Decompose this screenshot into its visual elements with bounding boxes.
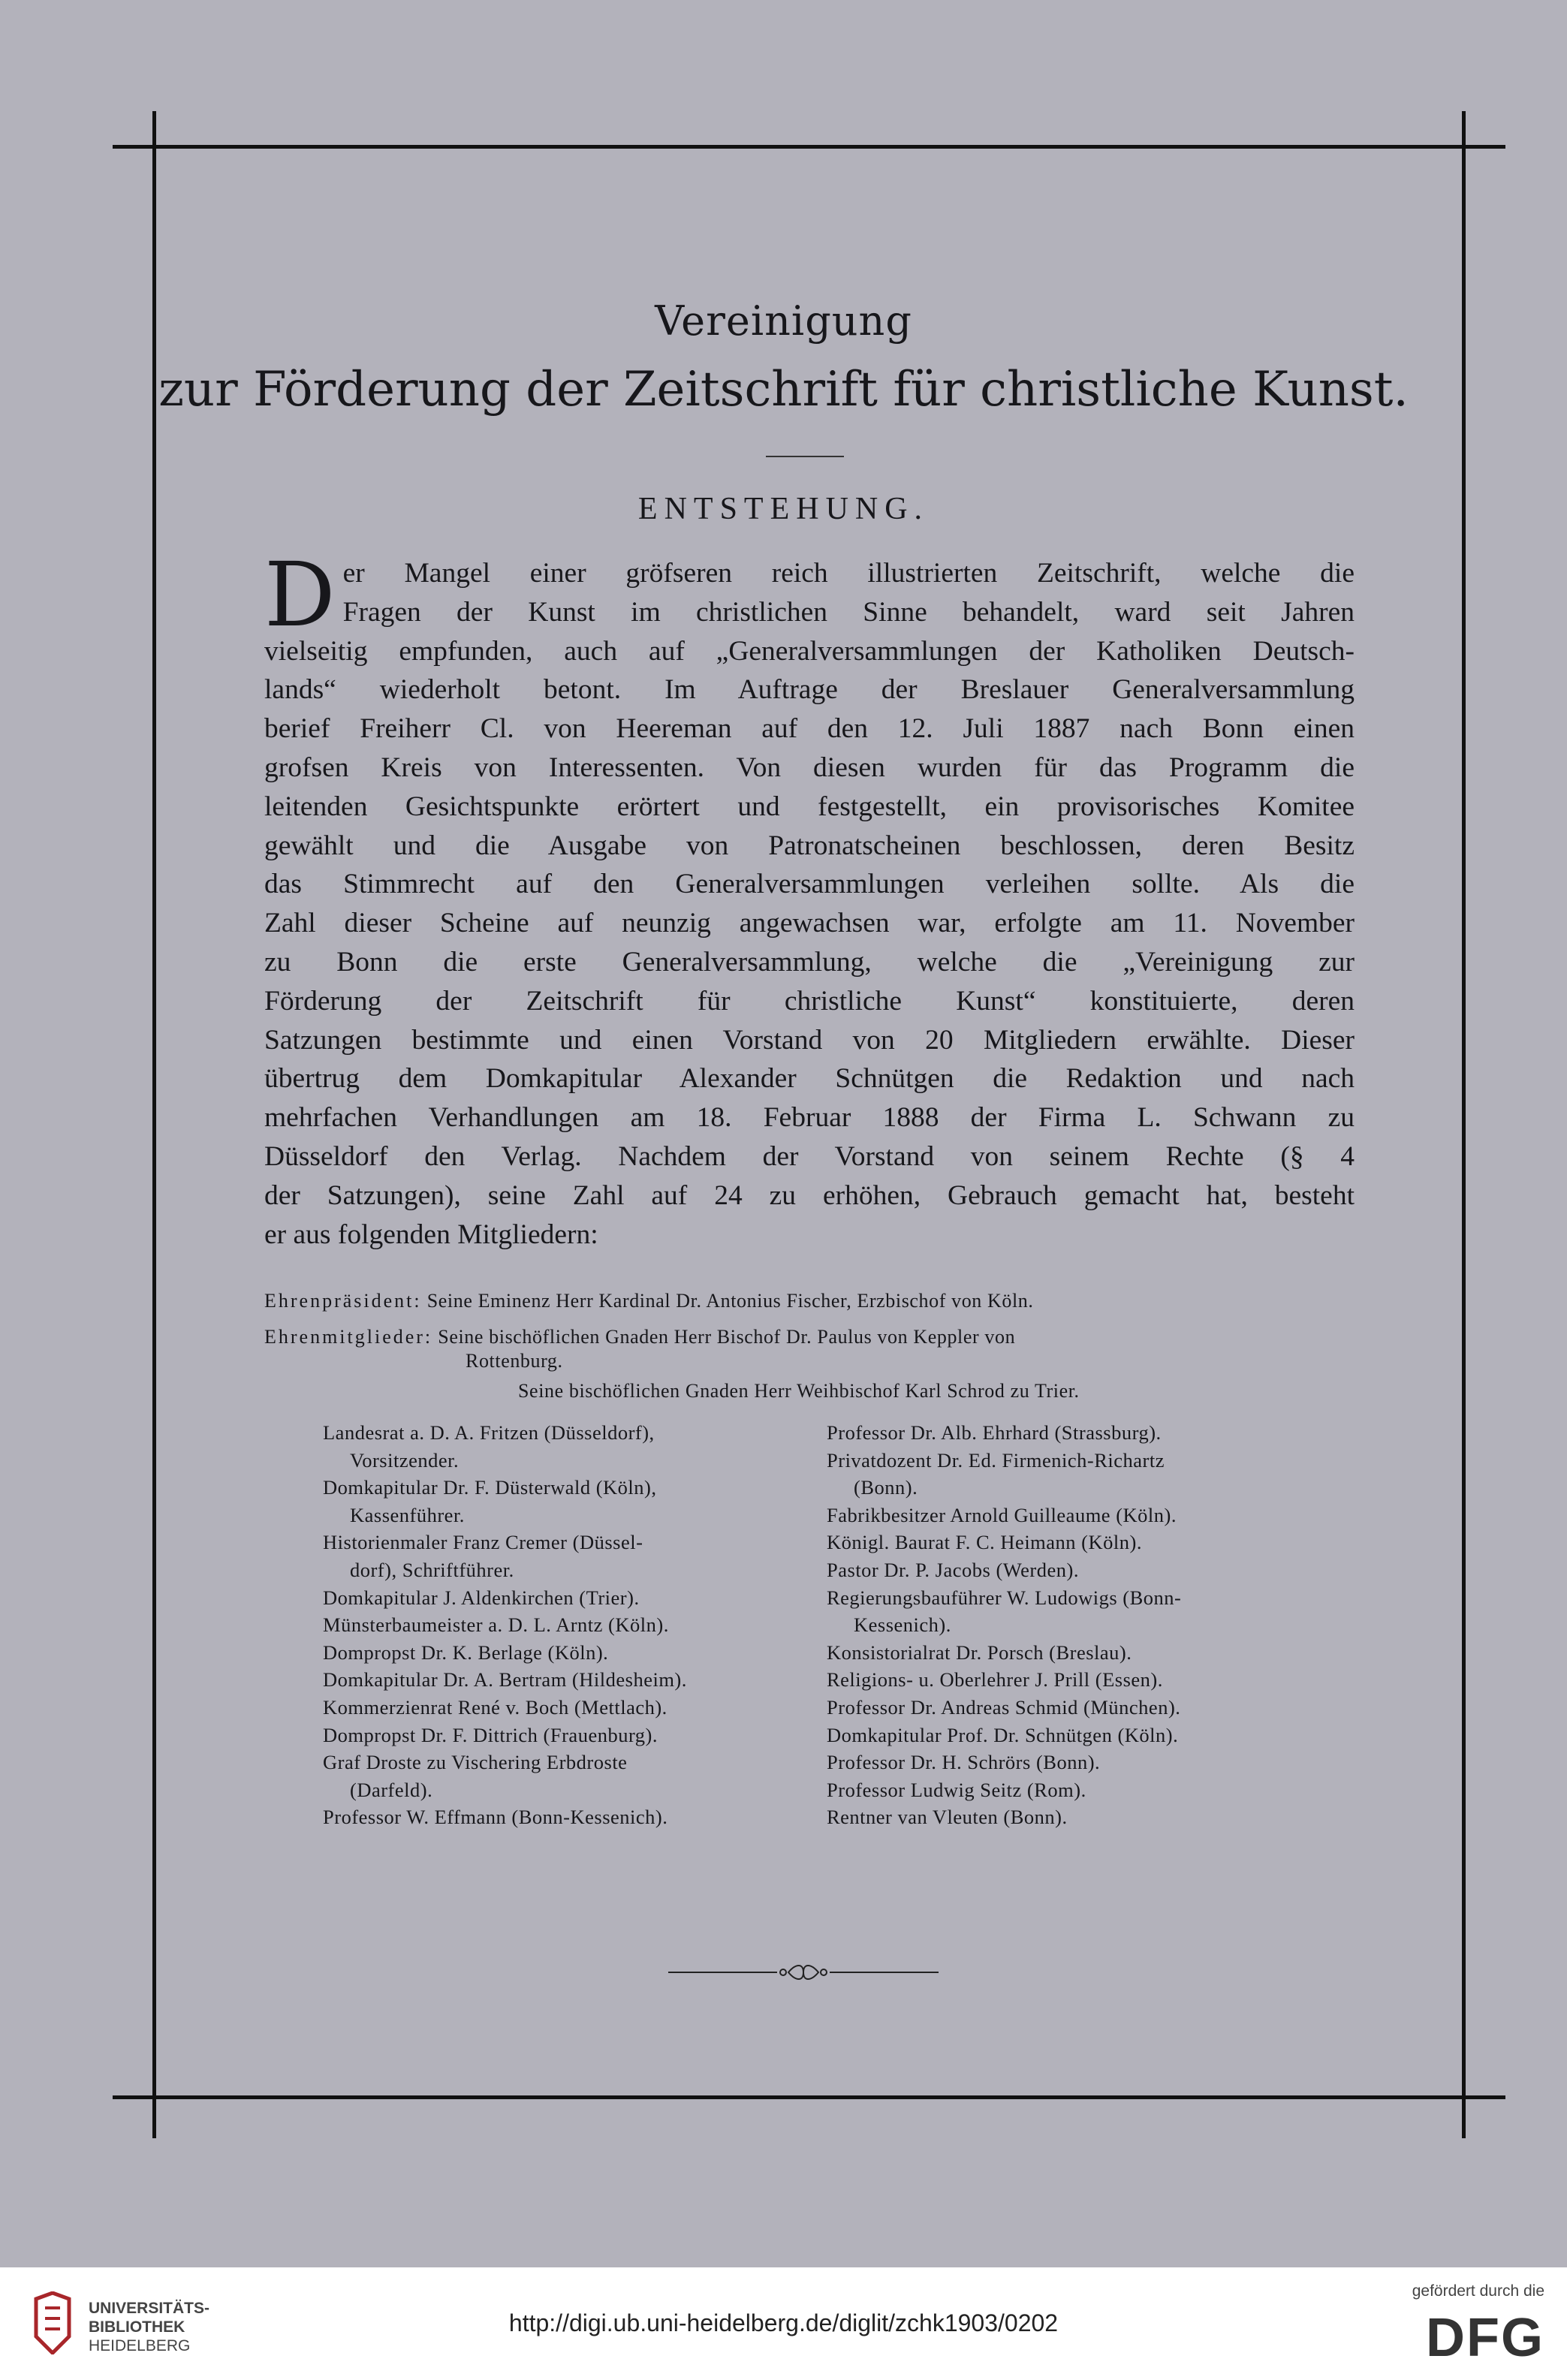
drop-cap: D [264, 543, 336, 646]
section-heading: ENTSTEHUNG. [637, 492, 930, 526]
list-item: Professor Dr. Alb. Ehrhard (Strassburg). [827, 1421, 1162, 1444]
honorary-president-label: Ehrenpräsident: [264, 1290, 422, 1312]
honorary-members-2 [518, 1378, 1352, 1403]
list-item: Professor Dr. Andreas Schmid (München). [827, 1695, 1181, 1719]
list-item: Dompropst Dr. K. Berlage (Köln). [323, 1640, 609, 1664]
honorary-president-text: Seine Eminenz Herr Kardinal Dr. Antonius Fischer, Erzbischof von Köln. [426, 1290, 1034, 1312]
list-item: Domkapitular Dr. F. Düsterwald (Köln), Kassenführer. [323, 1476, 657, 1526]
honorary-member-1: Seine bischöflichen Gnaden Herr Bischof Dr. Paulus von Keppler von [438, 1326, 1016, 1348]
list-item: Regierungsbauführer W. Ludowigs (Bonn- Kessenich). [827, 1586, 1182, 1637]
source-url-link[interactable]: http://digi.ub.uni-heidelberg.de/diglit/zchk1903/0202 [508, 2309, 1059, 2336]
body-line: Förderung der Zeitschrift für christliche Kunst“ konstituierte, deren [264, 985, 1355, 1017]
board-members-left [323, 1419, 803, 1831]
body-line: Düsseldorf den Verlag. Nachdem der Vorstand von seinem Rechte (§ 4 [264, 1140, 1355, 1172]
body-line: Fragen der Kunst im christlichen Sinne behandelt, ward seit Jahren [342, 596, 1355, 628]
list-item: Fabrikbesitzer Arnold Guilleaume (Köln). [827, 1503, 1177, 1526]
frame-rule-top [113, 145, 1505, 149]
honorary-member-2: Seine bischöflichen Gnaden Herr Weihbischof Karl Schrod zu Trier. [518, 1380, 1080, 1402]
body-paragraph [264, 543, 1355, 1254]
library-name: UNIVERSITÄTS- BIBLIOTHEK HEIDELBERG [89, 2300, 210, 2354]
list-item: Domkapitular Prof. Dr. Schnütgen (Köln). [827, 1723, 1179, 1746]
page-title-line2: zur Förderung der Zeitschrift für christliche Kunst. [158, 362, 1409, 417]
list-item: Religions- u. Oberlehrer J. Prill (Essen). [827, 1668, 1163, 1692]
body-line: lands“ wiederholt betont. Im Auftrage der Breslauer Generalversammlung [264, 674, 1355, 706]
list-item: Privatdozent Dr. Ed. Firmenich-Richartz (Bonn). [827, 1448, 1165, 1499]
body-line: Zahl dieser Scheine auf neunzig angewachsen war, erfolgte am 11. November [264, 908, 1355, 939]
list-item: Professor Ludwig Seitz (Rom). [827, 1778, 1086, 1801]
body-line: gewählt und die Ausgabe von Patronatscheinen beschlossen, deren Besitz [264, 830, 1355, 861]
list-item: Pastor Dr. P. Jacobs (Werden). [827, 1558, 1079, 1581]
dfg-logo-icon: DFG [1426, 2308, 1544, 2368]
ornament-divider-icon [668, 1961, 939, 1984]
body-line: vielseitig empfunden, auch auf „Generalversammlungen der Katholiken Deutsch- [264, 635, 1355, 667]
body-line: Satzungen bestimmte und einen Vorstand von 20 Mitgliedern erwählte. Dieser [264, 1024, 1355, 1056]
list-item: Rentner van Vleuten (Bonn). [827, 1806, 1068, 1829]
body-line: zu Bonn die erste Generalversammlung, welche die „Vereinigung zur [264, 946, 1355, 978]
board-members-right [827, 1419, 1322, 1831]
honorary-members [264, 1324, 1355, 1349]
body-line: leitenden Gesichtspunkte erörtert und festgestellt, ein provisorisches Komitee [264, 791, 1355, 822]
body-line: das Stimmrecht auf den Generalversammlungen verleihen sollte. Als die [264, 869, 1355, 900]
honorary-members-cont [466, 1348, 1352, 1373]
body-line: der Satzungen), seine Zahl auf 24 zu erhöhen, Gebrauch gemacht hat, besteht [264, 1179, 1355, 1211]
honorary-member-1-cont: Rottenburg. [466, 1350, 563, 1372]
list-item: Graf Droste zu Vischering Erbdroste (Darfeld). [323, 1751, 628, 1801]
list-item: Domkapitular J. Aldenkirchen (Trier). [323, 1586, 640, 1609]
body-line: er Mangel einer gröfseren reich illustrierten Zeitschrift, welche die [342, 558, 1355, 589]
body-line: berief Freiherr Cl. von Heereman auf den 12. Juli 1887 nach Bonn einen [264, 713, 1355, 745]
list-item: Münsterbaumeister a. D. L. Arntz (Köln). [323, 1613, 669, 1637]
footer-bar [0, 2267, 1567, 2380]
list-item: Landesrat a. D. A. Fritzen (Düsseldorf), Vorsitzender. [323, 1421, 655, 1472]
honorary-president [264, 1288, 1355, 1313]
body-line: mehrfachen Verhandlungen am 18. Februar 1888 der Firma L. Schwann zu [264, 1102, 1355, 1134]
list-item: Königl. Baurat F. C. Heimann (Köln). [827, 1531, 1142, 1554]
sponsor-caption: gefördert durch die [1412, 2282, 1544, 2300]
title-separator [766, 456, 844, 457]
list-item: Konsistorialrat Dr. Porsch (Breslau). [827, 1640, 1132, 1664]
honorary-members-label: Ehrenmitglieder: [264, 1326, 433, 1348]
body-line: übertrug dem Domkapitular Alexander Schnütgen die Redaktion und nach [264, 1063, 1355, 1095]
body-line: grofsen Kreis von Interessenten. Von diesen wurden für das Programm die [264, 752, 1355, 783]
list-item: Historienmaler Franz Cremer (Düssel- dorf), Schriftführer. [323, 1531, 643, 1581]
list-item: Dompropst Dr. F. Dittrich (Frauenburg). [323, 1723, 658, 1746]
list-item: Professor W. Effmann (Bonn-Kessenich). [323, 1806, 668, 1829]
body-line: er aus folgenden Mitgliedern: [264, 1219, 598, 1250]
list-item: Kommerzienrat René v. Boch (Mettlach). [323, 1695, 667, 1719]
list-item: Professor Dr. H. Schrörs (Bonn). [827, 1751, 1101, 1774]
list-item: Domkapitular Dr. A. Bertram (Hildesheim). [323, 1668, 687, 1692]
page-title-line1: Vereinigung [655, 297, 912, 345]
frame-rule-bottom [113, 2095, 1505, 2099]
